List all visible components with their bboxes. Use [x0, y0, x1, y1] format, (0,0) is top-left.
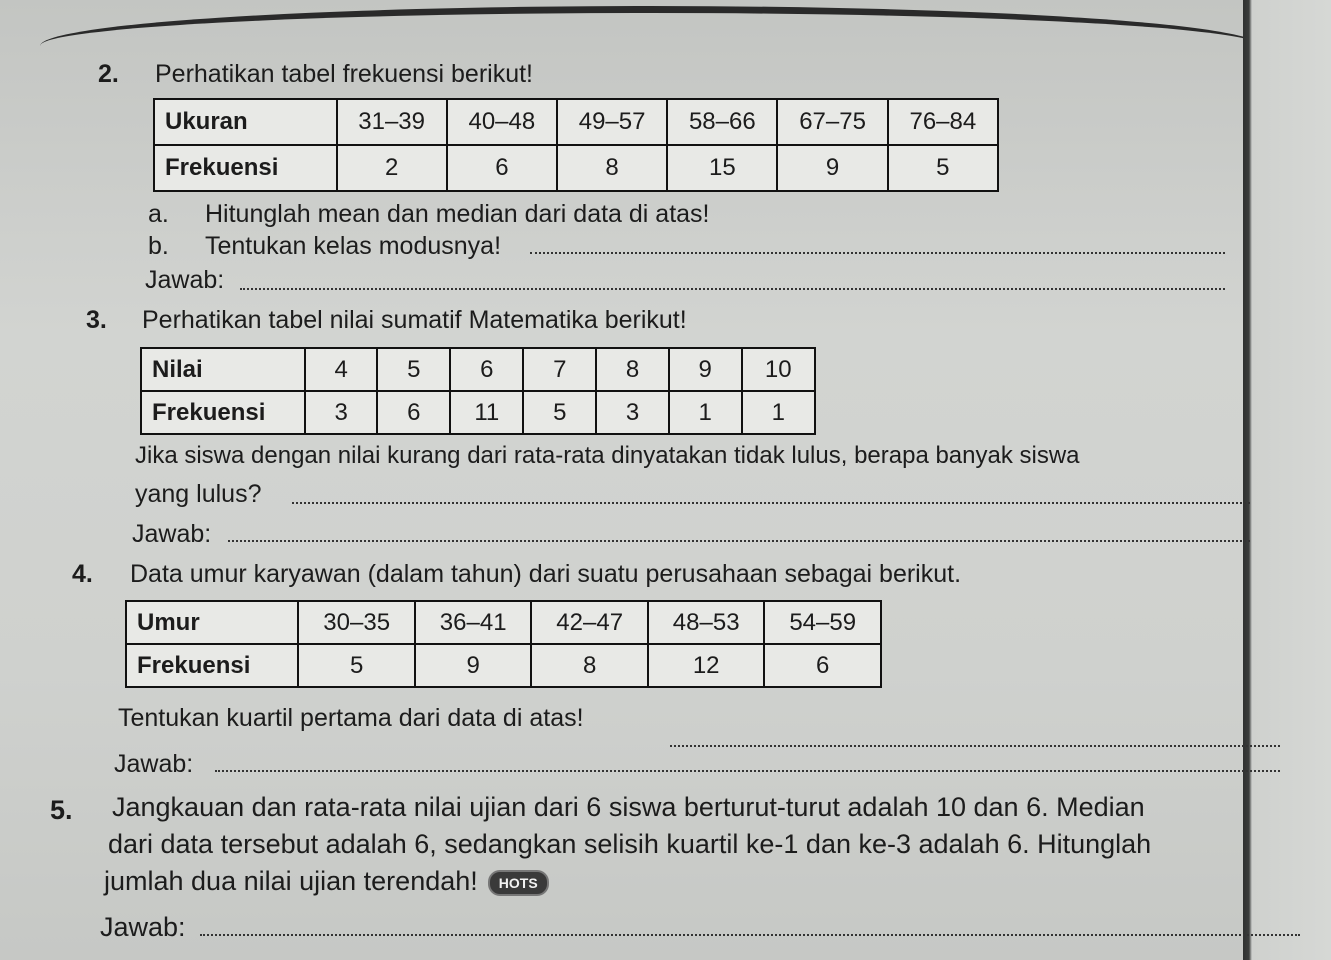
- answer-line: [228, 540, 1250, 542]
- q3-prompt: Perhatikan tabel nilai sumatif Matematika berikut!: [142, 306, 687, 334]
- q5-line2: dari data tersebut adalah 6, sedangkan selisih kuartil ke-1 dan ke-3 adalah 6. Hitunglah: [108, 829, 1152, 859]
- q2-frequency-table: [153, 98, 999, 192]
- q3-answer-label: Jawab:: [132, 520, 212, 548]
- q4-answer-label: Jawab:: [114, 750, 194, 778]
- q3-row1-label: Nilai: [141, 348, 305, 391]
- q3-frequency-cell: 5: [523, 391, 596, 434]
- q4-row-umur: [126, 601, 881, 644]
- q2-class-cell: 40–48: [447, 99, 557, 145]
- answer-line: [530, 252, 1225, 254]
- q2-row-frekuensi: [154, 145, 998, 191]
- q3-frequency-cell: 11: [450, 391, 523, 434]
- q4-class-cell: 48–53: [648, 601, 765, 644]
- q3-value-cell: 7: [523, 348, 596, 391]
- hots-badge: HOTS: [488, 870, 549, 896]
- q5-line3-wrap: [104, 866, 549, 897]
- q3-value-cell: 9: [669, 348, 742, 391]
- answer-line: [215, 770, 1280, 772]
- page-right-edge: [1243, 0, 1331, 960]
- q3-frequency-table: [140, 347, 816, 435]
- q2-frequency-cell: 6: [447, 145, 557, 191]
- q4-frequency-cell: 9: [415, 644, 532, 687]
- q3-frequency-cell: 6: [377, 391, 450, 434]
- q2-class-cell: 67–75: [777, 99, 887, 145]
- q4-question: Tentukan kuartil pertama dari data di atas!: [118, 704, 584, 732]
- q4-class-cell: 30–35: [298, 601, 415, 644]
- q2-row1-label: Ukuran: [154, 99, 337, 145]
- q4-class-cell: 42–47: [531, 601, 648, 644]
- answer-line: [200, 934, 1300, 936]
- q2-class-cell: 31–39: [337, 99, 447, 145]
- q2-number: 2.: [98, 60, 119, 88]
- q3-value-cell: 4: [305, 348, 378, 391]
- q2-sub-b-letter: b.: [148, 232, 169, 260]
- q4-frequency-cell: 12: [648, 644, 765, 687]
- q3-row-nilai: [141, 348, 815, 391]
- q3-number: 3.: [86, 306, 107, 334]
- q4-class-cell: 36–41: [415, 601, 532, 644]
- q3-question-line2: yang lulus?: [135, 480, 262, 508]
- q2-frequency-cell: 9: [777, 145, 887, 191]
- answer-line: [292, 502, 1250, 504]
- q4-frequency-cell: 6: [764, 644, 881, 687]
- q3-value-cell: 10: [742, 348, 815, 391]
- q5-answer-label: Jawab:: [100, 912, 186, 942]
- q2-sub-b-text: Tentukan kelas modusnya!: [205, 232, 502, 260]
- q3-value-cell: 8: [596, 348, 669, 391]
- q2-sub-a-text: Hitunglah mean dan median dari data di atas!: [205, 200, 710, 228]
- q3-value-cell: 5: [377, 348, 450, 391]
- q3-frequency-cell: 1: [669, 391, 742, 434]
- q4-frequency-cell: 8: [531, 644, 648, 687]
- q2-class-cell: 58–66: [667, 99, 777, 145]
- answer-line: [240, 288, 1225, 290]
- q2-sub-a-letter: a.: [148, 200, 169, 228]
- q2-class-cell: 49–57: [557, 99, 667, 145]
- q4-frequency-table: [125, 600, 882, 688]
- q4-frequency-cell: 5: [298, 644, 415, 687]
- q3-frequency-cell: 3: [305, 391, 378, 434]
- q3-frequency-cell: 3: [596, 391, 669, 434]
- q3-row-frekuensi: [141, 391, 815, 434]
- q4-prompt: Data umur karyawan (dalam tahun) dari suatu perusahaan sebagai berikut.: [130, 560, 962, 588]
- answer-line: [670, 745, 1280, 747]
- q5-number: 5.: [50, 795, 73, 825]
- q5-line1: Jangkauan dan rata-rata nilai ujian dari 6 siswa berturut-turut adalah 10 dan 6. Median: [112, 792, 1145, 822]
- q2-frequency-cell: 2: [337, 145, 447, 191]
- q2-row2-label: Frekuensi: [154, 145, 337, 191]
- q4-row2-label: Frekuensi: [126, 644, 298, 687]
- q2-frequency-cell: 5: [888, 145, 998, 191]
- q2-prompt: Perhatikan tabel frekuensi berikut!: [155, 60, 533, 88]
- page-binding-edge: [40, 6, 1260, 55]
- q3-frequency-cell: 1: [742, 391, 815, 434]
- q5-line3: jumlah dua nilai ujian terendah!: [104, 866, 478, 896]
- q2-class-cell: 76–84: [888, 99, 998, 145]
- q4-row-frekuensi: [126, 644, 881, 687]
- q2-row-ukuran: [154, 99, 998, 145]
- q4-number: 4.: [72, 560, 93, 588]
- q3-question-line1: Jika siswa dengan nilai kurang dari rata-rata dinyatakan tidak lulus, berapa banyak siswa: [135, 442, 1080, 469]
- q2-answer-label: Jawab:: [145, 266, 225, 294]
- q4-class-cell: 54–59: [764, 601, 881, 644]
- q4-row1-label: Umur: [126, 601, 298, 644]
- q3-value-cell: 6: [450, 348, 523, 391]
- q2-frequency-cell: 15: [667, 145, 777, 191]
- q3-row2-label: Frekuensi: [141, 391, 305, 434]
- q2-frequency-cell: 8: [557, 145, 667, 191]
